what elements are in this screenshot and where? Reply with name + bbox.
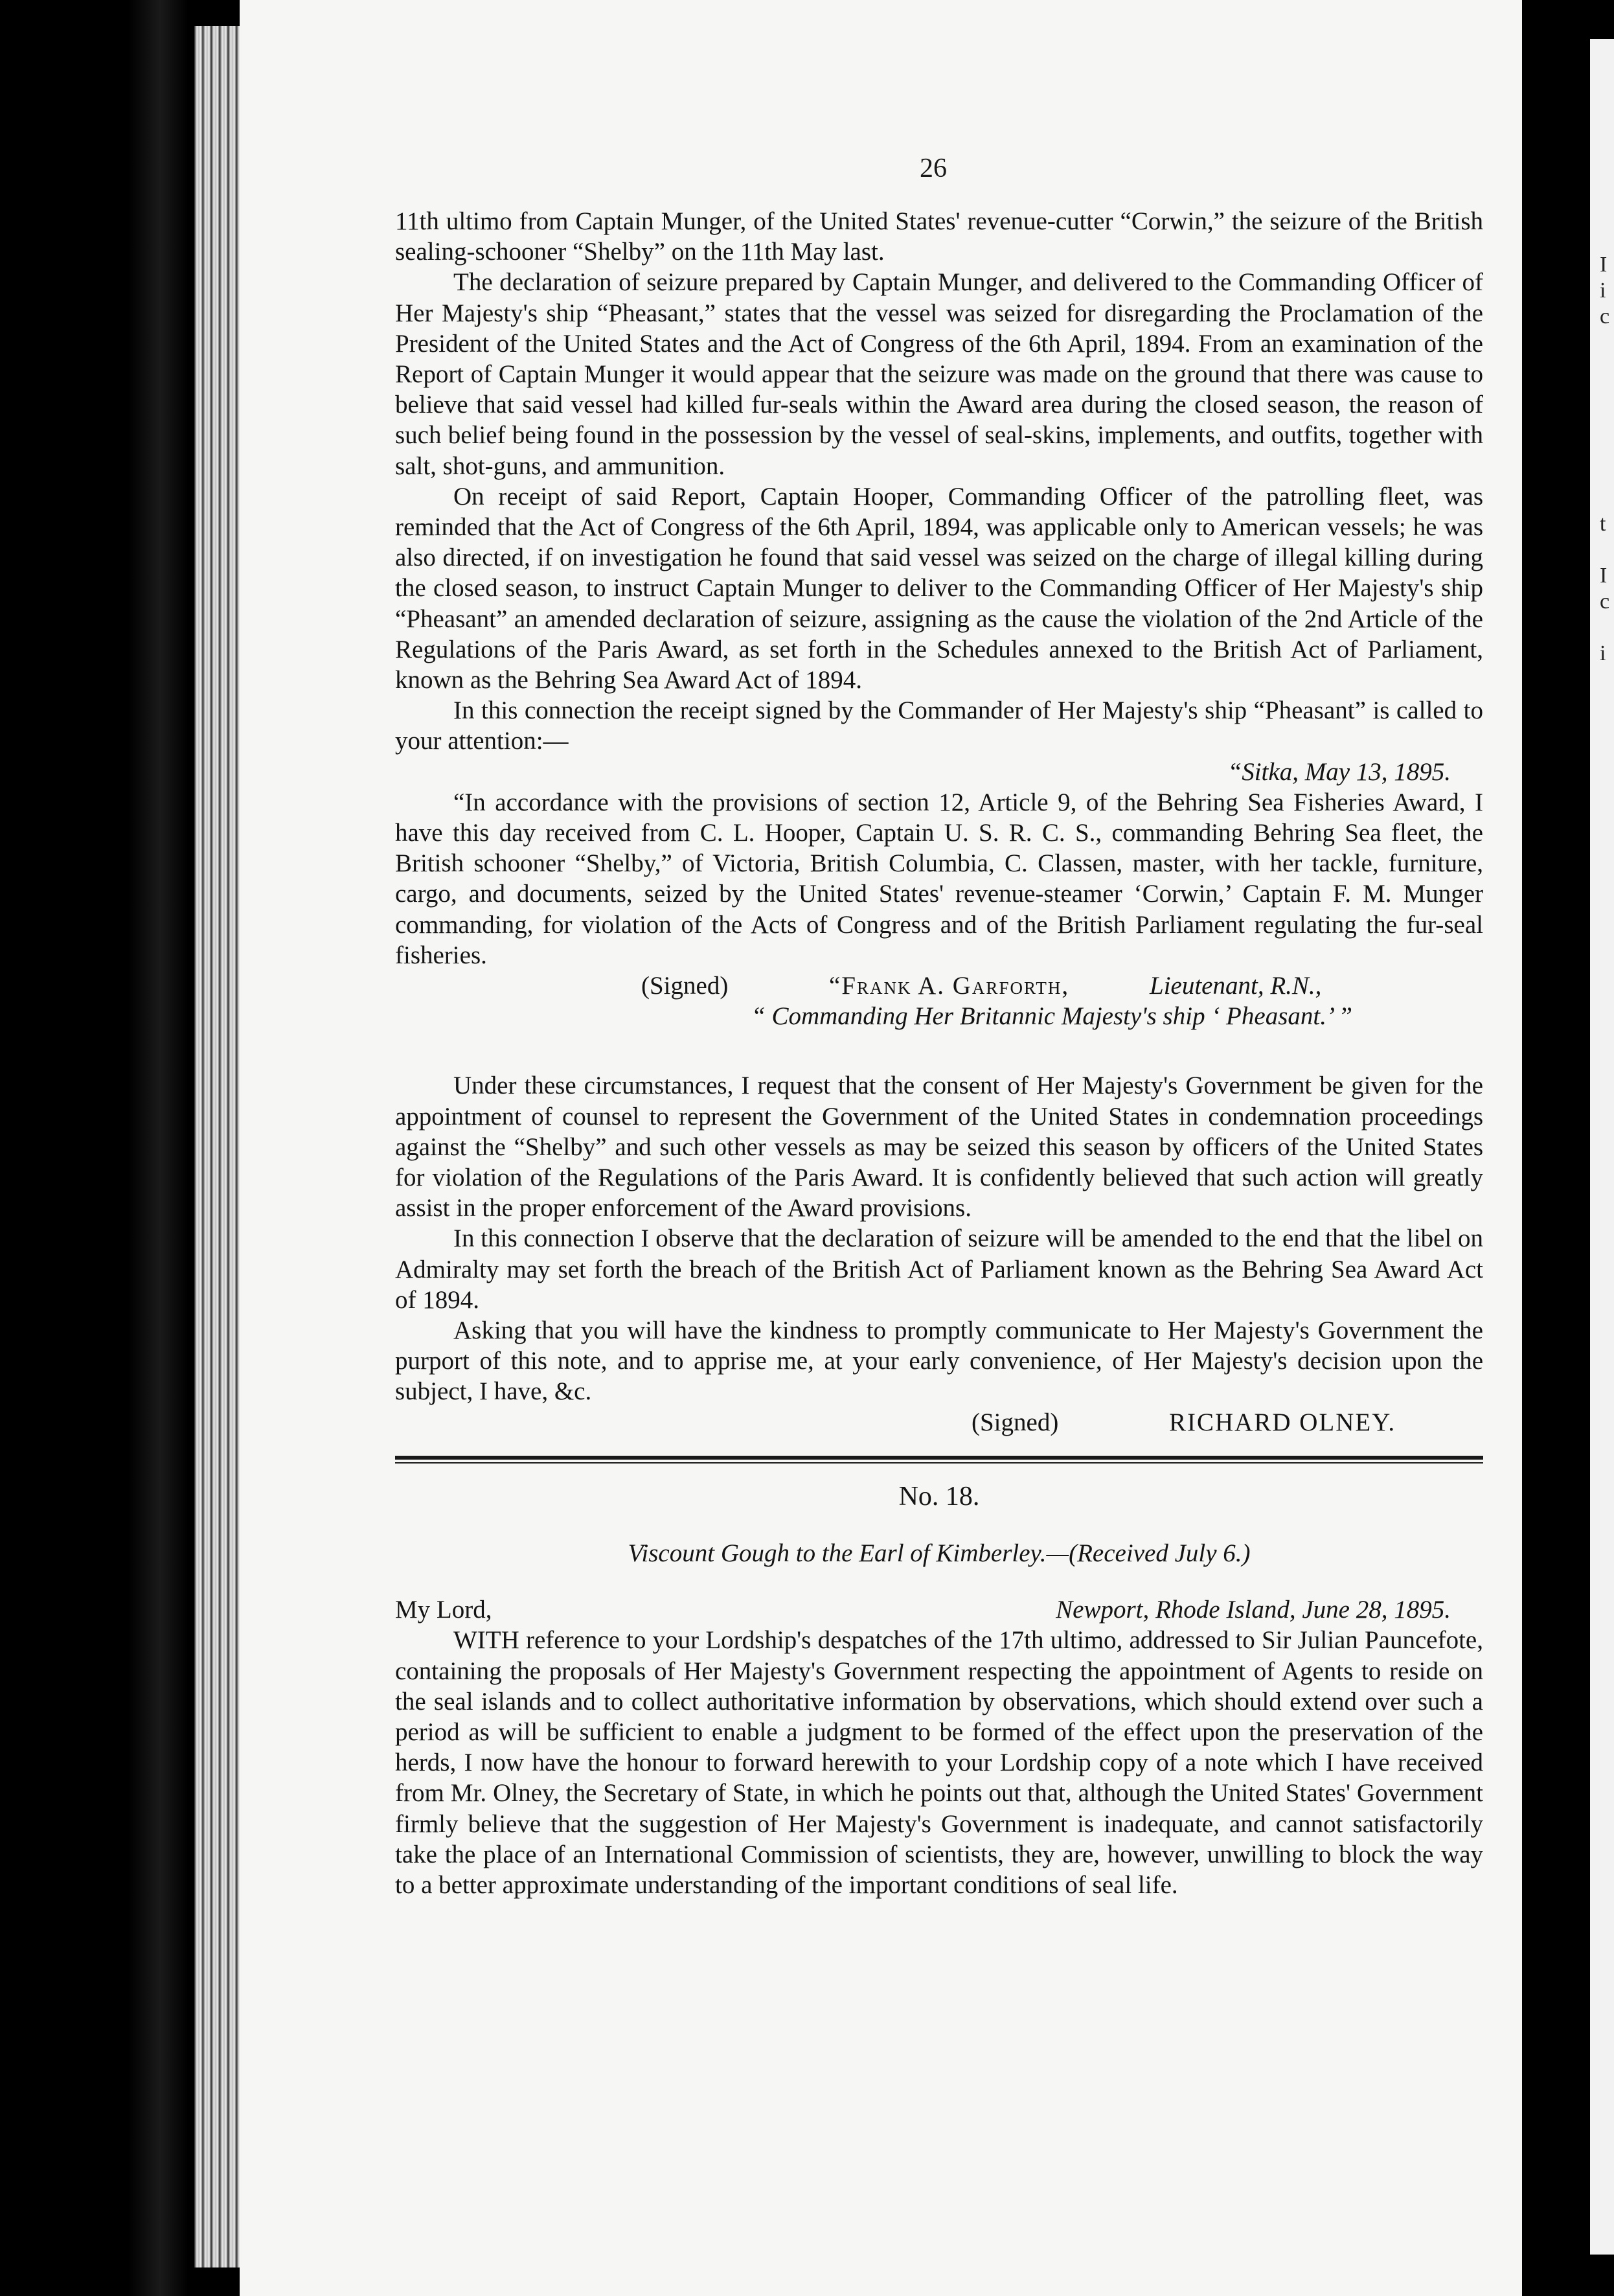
letter-body: WITH reference to your Lordship's despatches of the 17th ultimo, addressed to Sir Julian Pauncefote, containing the proposals of Her Majesty's Government respecting the appointment of Agents to reside on the seal islands and to collect authoritative information by observations, which should extend over such a period as will be sufficient to enable a judgment to be formed of the effect upon the preservation of the herds, I now have the honour to forward herewith to your Lordship copy of a note which I have received from Mr. Olney, the Secretary of State, in which he points out that, although the United States' Government firmly believe that the suggestion of Her Majesty's Government is inadequate, and cannot satisfactorily take the place of an International Commission of scientists, they are, however, unwilling to block the way to a better approximate understanding of the important conditions of seal life. [395,1626,1483,1900]
page-content [395,206,1483,1900]
paragraph: Asking that you will have the kindness to promptly communicate to Her Majesty's Government the purport of this note, and to apprise me, at your early convenience, of Her Majesty's decision upon the subject, I have, &c. [395,1316,1483,1406]
paragraph: On receipt of said Report, Captain Hooper, Commanding Officer of the patrolling fleet, was reminded that the Act of Congress of the 6th April, 1894, was applicable only to American vessels; he was also directed, if on investigation he found that said vessel was seized on the charge of illegal killing during the closed season, to instruct Captain Munger to deliver to the Commanding Officer of Her Majesty's ship “Pheasant” an amended declaration of seizure, assigning as the cause the violation of the 2nd Article of the Regulations of the Paris Award, as set forth in the Schedules annexed to the British Act of Parliament, known as the Behring Sea Award Act of 1894. [395,482,1483,695]
receipt-signer-title-line [395,1001,1483,1031]
signed-label: (Signed) [641,972,729,1000]
signer-rank: Lieutenant, R.N., [1150,972,1322,1000]
document-heading: Viscount Gough to the Earl of Kimberley.—(Received July 6.) [628,1539,1251,1568]
salutation-line [395,1594,1483,1625]
adjacent-page-char: I [1600,253,1608,277]
paragraph: 11th ultimo from Captain Munger, of the United States' revenue-cutter “Corwin,” the seizure of the British sealing-schooner “Shelby” on the 11th May last. [395,207,1483,266]
adjacent-page-char: I [1600,564,1608,588]
closing-signed-label: (Signed) [972,1408,1059,1436]
adjacent-page-char: i [1600,279,1606,303]
receipt-signature-line [395,970,1483,1001]
adjacent-page-char: c [1600,590,1610,614]
signer-title: “ Commanding Her Britannic Majesty's ship ‘ Pheasant.’ ” [751,1002,1353,1031]
receipt-body: “In accordance with the provisions of section 12, Article 9, of the Behring Sea Fisheries Award, I have this day received from C. L. Hooper, Captain U. S. R. C. S., commanding Behring Sea fleet, the British schooner “Shelby,” of Victoria, British Columbia, C. Classen, master, with her tackle, furniture, cargo, and documents, seized by the United States' revenue-steamer ‘Corwin,’ Captain F. M. Munger commanding, for violation of the Acts of Congress and of the British Parliament regulating the fur-seal fisheries. [395,788,1483,969]
salutation: My Lord, [395,1596,492,1624]
section-rule [395,1456,1483,1460]
adjacent-page-char: i [1600,641,1606,665]
page-number: 26 [920,154,947,183]
document-number: No. 18. [898,1481,980,1511]
paragraph: In this connection I observe that the declaration of seizure will be amended to the end that the libel on Admiralty may set forth the breach of the British Act of Parliament known as the Behring Sea Award Act of 1894. [395,1224,1483,1314]
paragraph: The declaration of seizure prepared by Captain Munger, and delivered to the Commanding Officer of Her Majesty's ship “Pheasant,” states that the vessel was seized for disregarding the Proclamation of the President of the United States and the Act of Congress of the 6th April, 1894. From an examination of the Report of Captain Munger it would appear that the seizure was made on the ground that there was cause to believe that said vessel had killed fur-seals within the Award area during the closed season, the reason of such belief being found in the possession by the vessel of seal-skins, implements, and outfits, together with salt, shot-guns, and ammunition. [395,268,1483,480]
signer-name: “Frank A. Garforth, [829,972,1070,1000]
page-stack-edges [194,26,240,2267]
scan-left-edge [0,0,214,2296]
adjacent-page-sliver [1590,39,1614,2255]
closing-signature-line [395,1407,1483,1438]
adjacent-page-char: c [1600,304,1610,328]
adjacent-page-char: t [1600,512,1606,536]
paragraph: Under these circumstances, I request that the consent of Her Majesty's Government be given for the appointment of counsel to represent the Government of the United States in condemnation proceedings against the “Shelby” and such other vessels as may be seized this season by officers of the United States for violation of the Regulations of the Paris Award. It is confidently believed that such action will greatly assist in the proper enforcement of the Award provisions. [395,1072,1483,1223]
receipt-dateline: “Sitka, May 13, 1895. [1227,757,1451,786]
closing-signer-name: RICHARD OLNEY. [1169,1408,1396,1436]
paragraph: In this connection the receipt signed by the Commander of Her Majesty's ship “Pheasant” is called to your attention:— [395,696,1483,755]
letter-dateline: Newport, Rhode Island, June 28, 1895. [1056,1596,1451,1624]
